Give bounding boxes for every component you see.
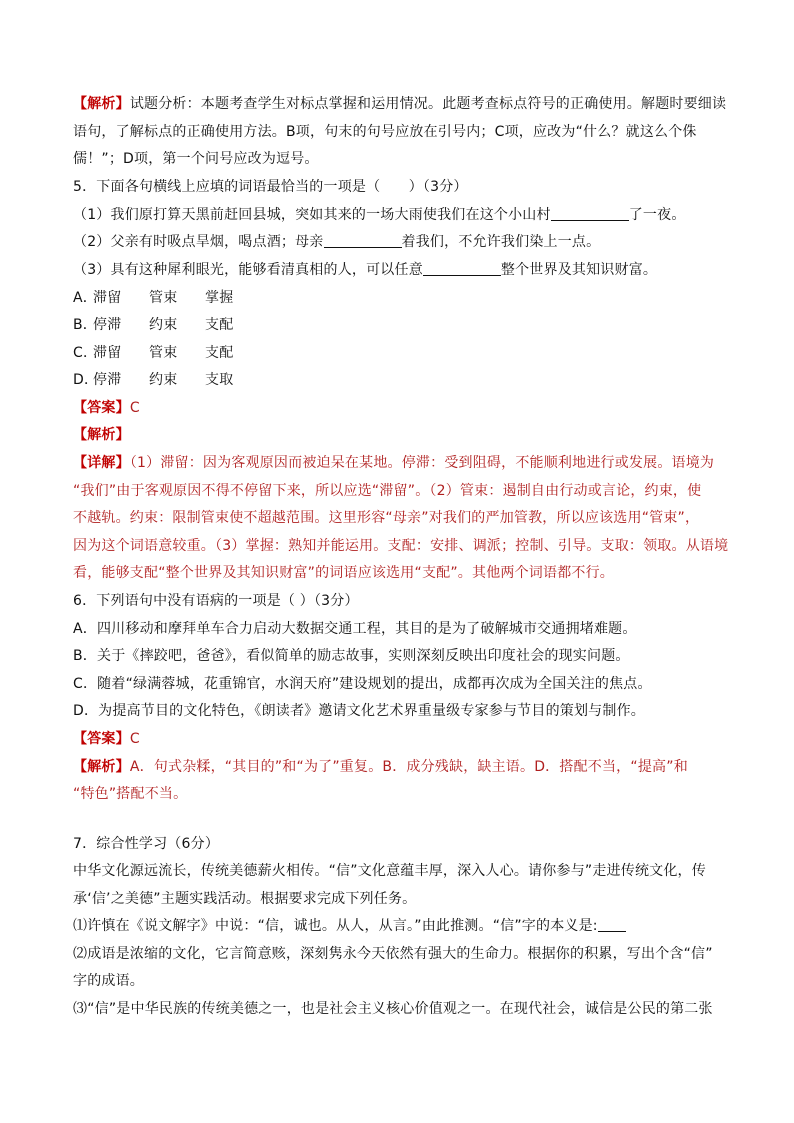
q7-intro-line: 承‘信’之美德”主题实践活动。根据要求完成下列任务。 [73,891,417,907]
q7-task-1: ⑴许慎在《说文解字》中说：“信，诚也。从人，从言。”由此推测。“信”字的本义是: [73,916,753,936]
q7-task-2-cont: 字的成语。 [73,973,144,989]
analysis-line: 语句，了解标点的正确使用方法。B项，句末的句号应放在引号内；C项，应改为“什么？就这么个侏 [73,124,697,140]
q5-detail-line: 不越轨。约束：限制管束使不超越范围。这里形容“母亲”对我们的严加管教，所以应该选用“管束”， [73,510,700,526]
q6-option-d: D．为提高节目的文化特色，《朗读者》邀请文化艺术界重量级专家参与节目的策划与制作。 [73,703,645,719]
q5-detail-line: “我们”由于客观原因不得不停留下来，所以应选“滞留”。（2）管束：遏制自由行动或言论，约束，使 [73,483,702,499]
fill-blank [598,917,626,932]
q5-s3-part-b: 整个世界及其知识财富。 [500,262,658,278]
q6-answer [73,729,753,749]
q5-sentence-1 [73,205,753,225]
analysis-line: 儒！”；D项，第一个问号应改为逗号。 [73,151,319,167]
fill-blank [324,233,402,248]
q5-detail-line: 看，能够支配“整个世界及其知识财富”的词语应该选用“支配”。其他两个词语都不行。 [73,565,615,581]
q6-option-c: C．随着“绿满蓉城，花重锦官，水润天府”建设规划的提出，成都再次成为全国关注的焦点。 [73,676,652,692]
q5-option-b: B．停滞 约束 支配 [73,317,234,333]
analysis-text: 试题分析：本题考查学生对标点掌握和运用情况。此题考查标点符号的正确使用。解题时要细读 [129,96,727,112]
analysis-line [73,94,753,114]
q7-intro-line: 中华文化源远流长，传统美德薪火相传。“信”文化意蕴丰厚，深入人心。请你参与”走进传统文化，传 [73,863,706,879]
q5-detail-line: 因为这个词语意较重。（3）掌握：熟知并能运用。支配：安排、调派；控制、引导。支取：领取。从语境 [73,538,729,554]
q6-option-a: A．四川移动和摩拜单车合力启动大数据交通工程，其目的是为了破解城市交通拥堵难题。 [73,621,637,637]
q5-analysis-tag: 【解析】 [73,427,130,443]
q5-s3-part-a: （3）具有这种犀利眼光，能够看清真相的人，可以任意 [73,262,423,278]
question-5-stem: 5．下面各句横线上应填的词语最恰当的一项是（ ）（3分） [73,179,468,195]
q5-s1-part-b: 了一夜。 [628,207,686,223]
q5-s2-part-b: 着我们，不允许我们染上一点。 [401,234,601,250]
analysis-tag: 【解析】 [73,96,130,112]
q5-option-d: D．停滞 约束 支取 [73,372,234,388]
answer-tag: 【答案】 [73,731,130,747]
q7-task-3: ⑶“信”是中华民族的传统美德之一，也是社会主义核心价值观之一。在现代社会，诚信是公民的第二张 [73,1001,713,1017]
q5-s1-part-a: （1）我们原打算天黑前赶回县城，突如其来的一场大雨使我们在这个小山村 [73,207,551,223]
q5-option-c: C．滞留 管束 支配 [73,345,234,361]
question-6-stem: 6．下列语句中没有语病的一项是（ ）（3分） [73,593,359,609]
q5-sentence-2 [73,232,753,252]
q5-option-a: A．滞留 管束 掌握 [73,290,234,306]
answer-value: C [129,731,140,747]
answer-tag: 【答案】 [73,400,130,416]
detail-tag: 【详解】 [73,455,130,471]
q5-s2-part-a: （2）父亲有时吸点旱烟，喝点酒；母亲 [73,234,324,250]
answer-value: C [129,400,140,416]
q5-answer [73,398,753,418]
q5-sentence-3 [73,260,753,280]
question-7-stem: 7．综合性学习（6分） [73,836,220,852]
fill-blank [423,261,501,276]
q6-analysis-line: “特色”搭配不当。 [73,786,188,802]
q5-detail-line: 【详解】（1）滞留：因为客观原因而被迫呆在某地。停滞：受到阻碍，不能顺利地进行或发展。语境为 [73,455,715,471]
q6-option-b: B．关于《摔跤吧，爸爸》，看似简单的励志故事，实则深刻反映出印度社会的现实问题。 [73,648,630,664]
q7-task-2: ⑵成语是浓缩的文化，它言简意赅，深刻隽永今天依然有强大的生命力。根据你的积累，写出个含“信” [73,946,713,962]
fill-blank [551,206,629,221]
q6-analysis-line: 【解析】A．句式杂糅，“其目的”和“为了”重复。B．成分残缺，缺主语。D．搭配不当，“提高”和 [73,759,688,775]
analysis-tag: 【解析】 [73,759,130,775]
